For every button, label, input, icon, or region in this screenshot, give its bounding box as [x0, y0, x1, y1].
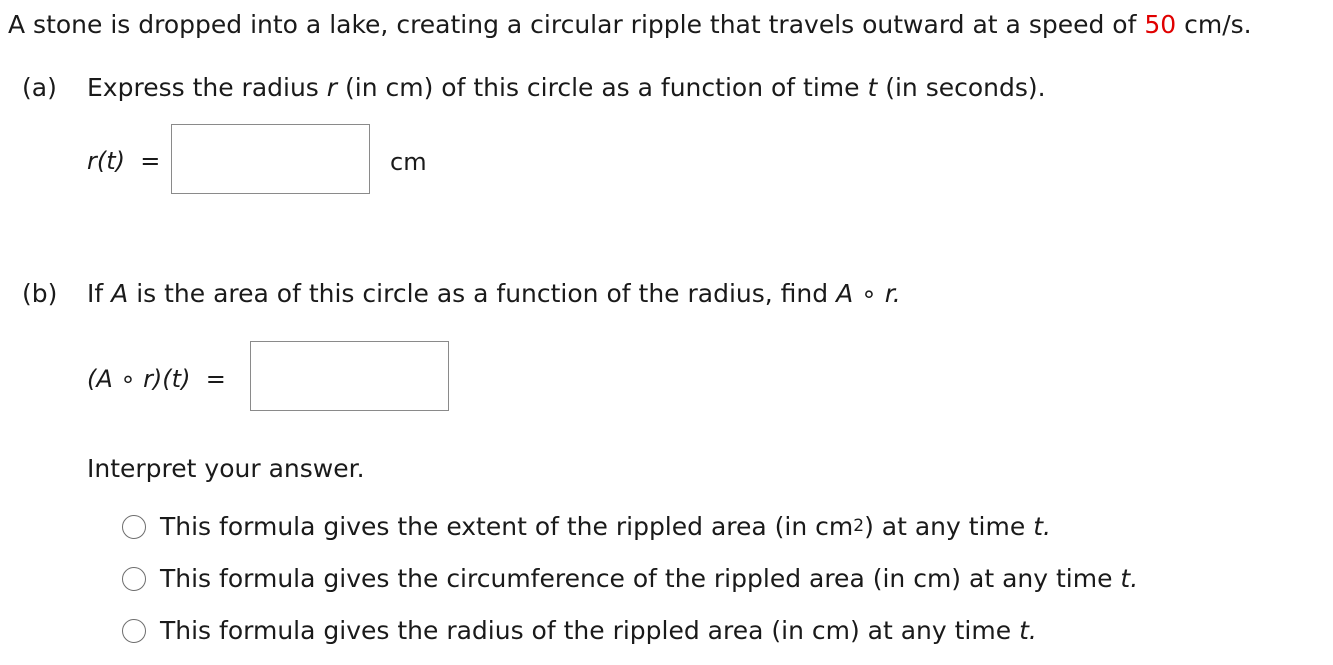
part-a-unit: cm	[390, 148, 427, 176]
part-a-label: (a)	[22, 73, 57, 102]
interpret-label: Interpret your answer.	[87, 454, 365, 483]
option-3-label[interactable]: This formula gives the radius of the rippled area (in cm) at any time t.	[160, 616, 1037, 645]
composition-expression: A ∘ r.	[836, 279, 901, 308]
part-a-answer-label: r(t) =	[87, 147, 161, 175]
speed-value: 50	[1144, 10, 1177, 39]
part-a-answer-input[interactable]	[171, 124, 370, 194]
part-b-answer-input[interactable]	[250, 341, 449, 411]
part-b-label: (b)	[22, 279, 58, 308]
var-A: A	[111, 279, 129, 308]
intro-text: A stone is dropped into a lake, creating a circular ripple that travels outward at a speed of	[8, 10, 1137, 39]
speed-unit: cm/s.	[1184, 10, 1252, 39]
var-t: t	[867, 73, 878, 102]
part-b-prompt: If A is the area of this circle as a function of the radius, find A ∘ r.	[87, 279, 901, 308]
option-2-label[interactable]: This formula gives the circumference of the rippled area (in cm) at any time t.	[160, 564, 1139, 593]
option-1-radio[interactable]	[122, 515, 146, 539]
option-3-radio[interactable]	[122, 619, 146, 643]
var-r: r	[326, 73, 338, 102]
option-2-radio[interactable]	[122, 567, 146, 591]
part-a-prompt: Express the radius r (in cm) of this circle as a function of time t (in seconds).	[87, 73, 1046, 102]
problem-statement	[8, 10, 1252, 39]
option-1-label[interactable]: This formula gives the extent of the rippled area (in cm $^2$ ) at any time t.	[160, 512, 1051, 541]
part-b-answer-label: (A ∘ r)(t) =	[87, 365, 226, 393]
